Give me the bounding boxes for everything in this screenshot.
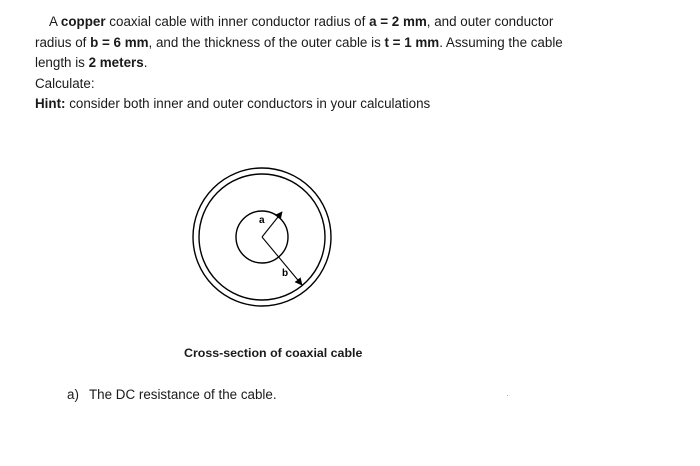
question-a-label: a) bbox=[67, 387, 79, 402]
thickness-value: t = 1 mm bbox=[384, 34, 440, 50]
problem-statement bbox=[35, 12, 575, 74]
cable-length-value: 2 meters bbox=[88, 55, 144, 71]
hint-line bbox=[35, 94, 430, 114]
problem-text-3: , and outer conductor radius of bbox=[35, 14, 554, 50]
problem-text-5: . Assuming the cable length is bbox=[35, 34, 563, 71]
label-b: b bbox=[282, 268, 289, 279]
coaxial-cross-section-diagram bbox=[190, 165, 340, 315]
hint-text: consider both inner and outer conductors in your calculations bbox=[65, 96, 431, 111]
label-a: a bbox=[259, 215, 265, 226]
problem-text-1: A bbox=[49, 14, 61, 29]
question-a bbox=[67, 387, 277, 402]
question-a-text: The DC resistance of the cable. bbox=[89, 387, 277, 402]
stray-mark bbox=[507, 395, 508, 396]
problem-text-4: , and the thickness of the outer cable is bbox=[148, 34, 385, 50]
figure-caption: Cross-section of coaxial cable bbox=[184, 346, 363, 360]
problem-text-2: coaxial cable with inner conductor radius of bbox=[105, 14, 370, 29]
hint-label: Hint: bbox=[35, 96, 66, 111]
inner-radius-value: a = 2 mm bbox=[369, 14, 427, 29]
material-copper: copper bbox=[60, 14, 106, 29]
radius-a-arrow bbox=[262, 212, 282, 237]
problem-text-6: . bbox=[143, 55, 148, 71]
outer-radius-value: b = 6 mm bbox=[90, 34, 149, 50]
calculate-label: Calculate: bbox=[35, 76, 95, 91]
